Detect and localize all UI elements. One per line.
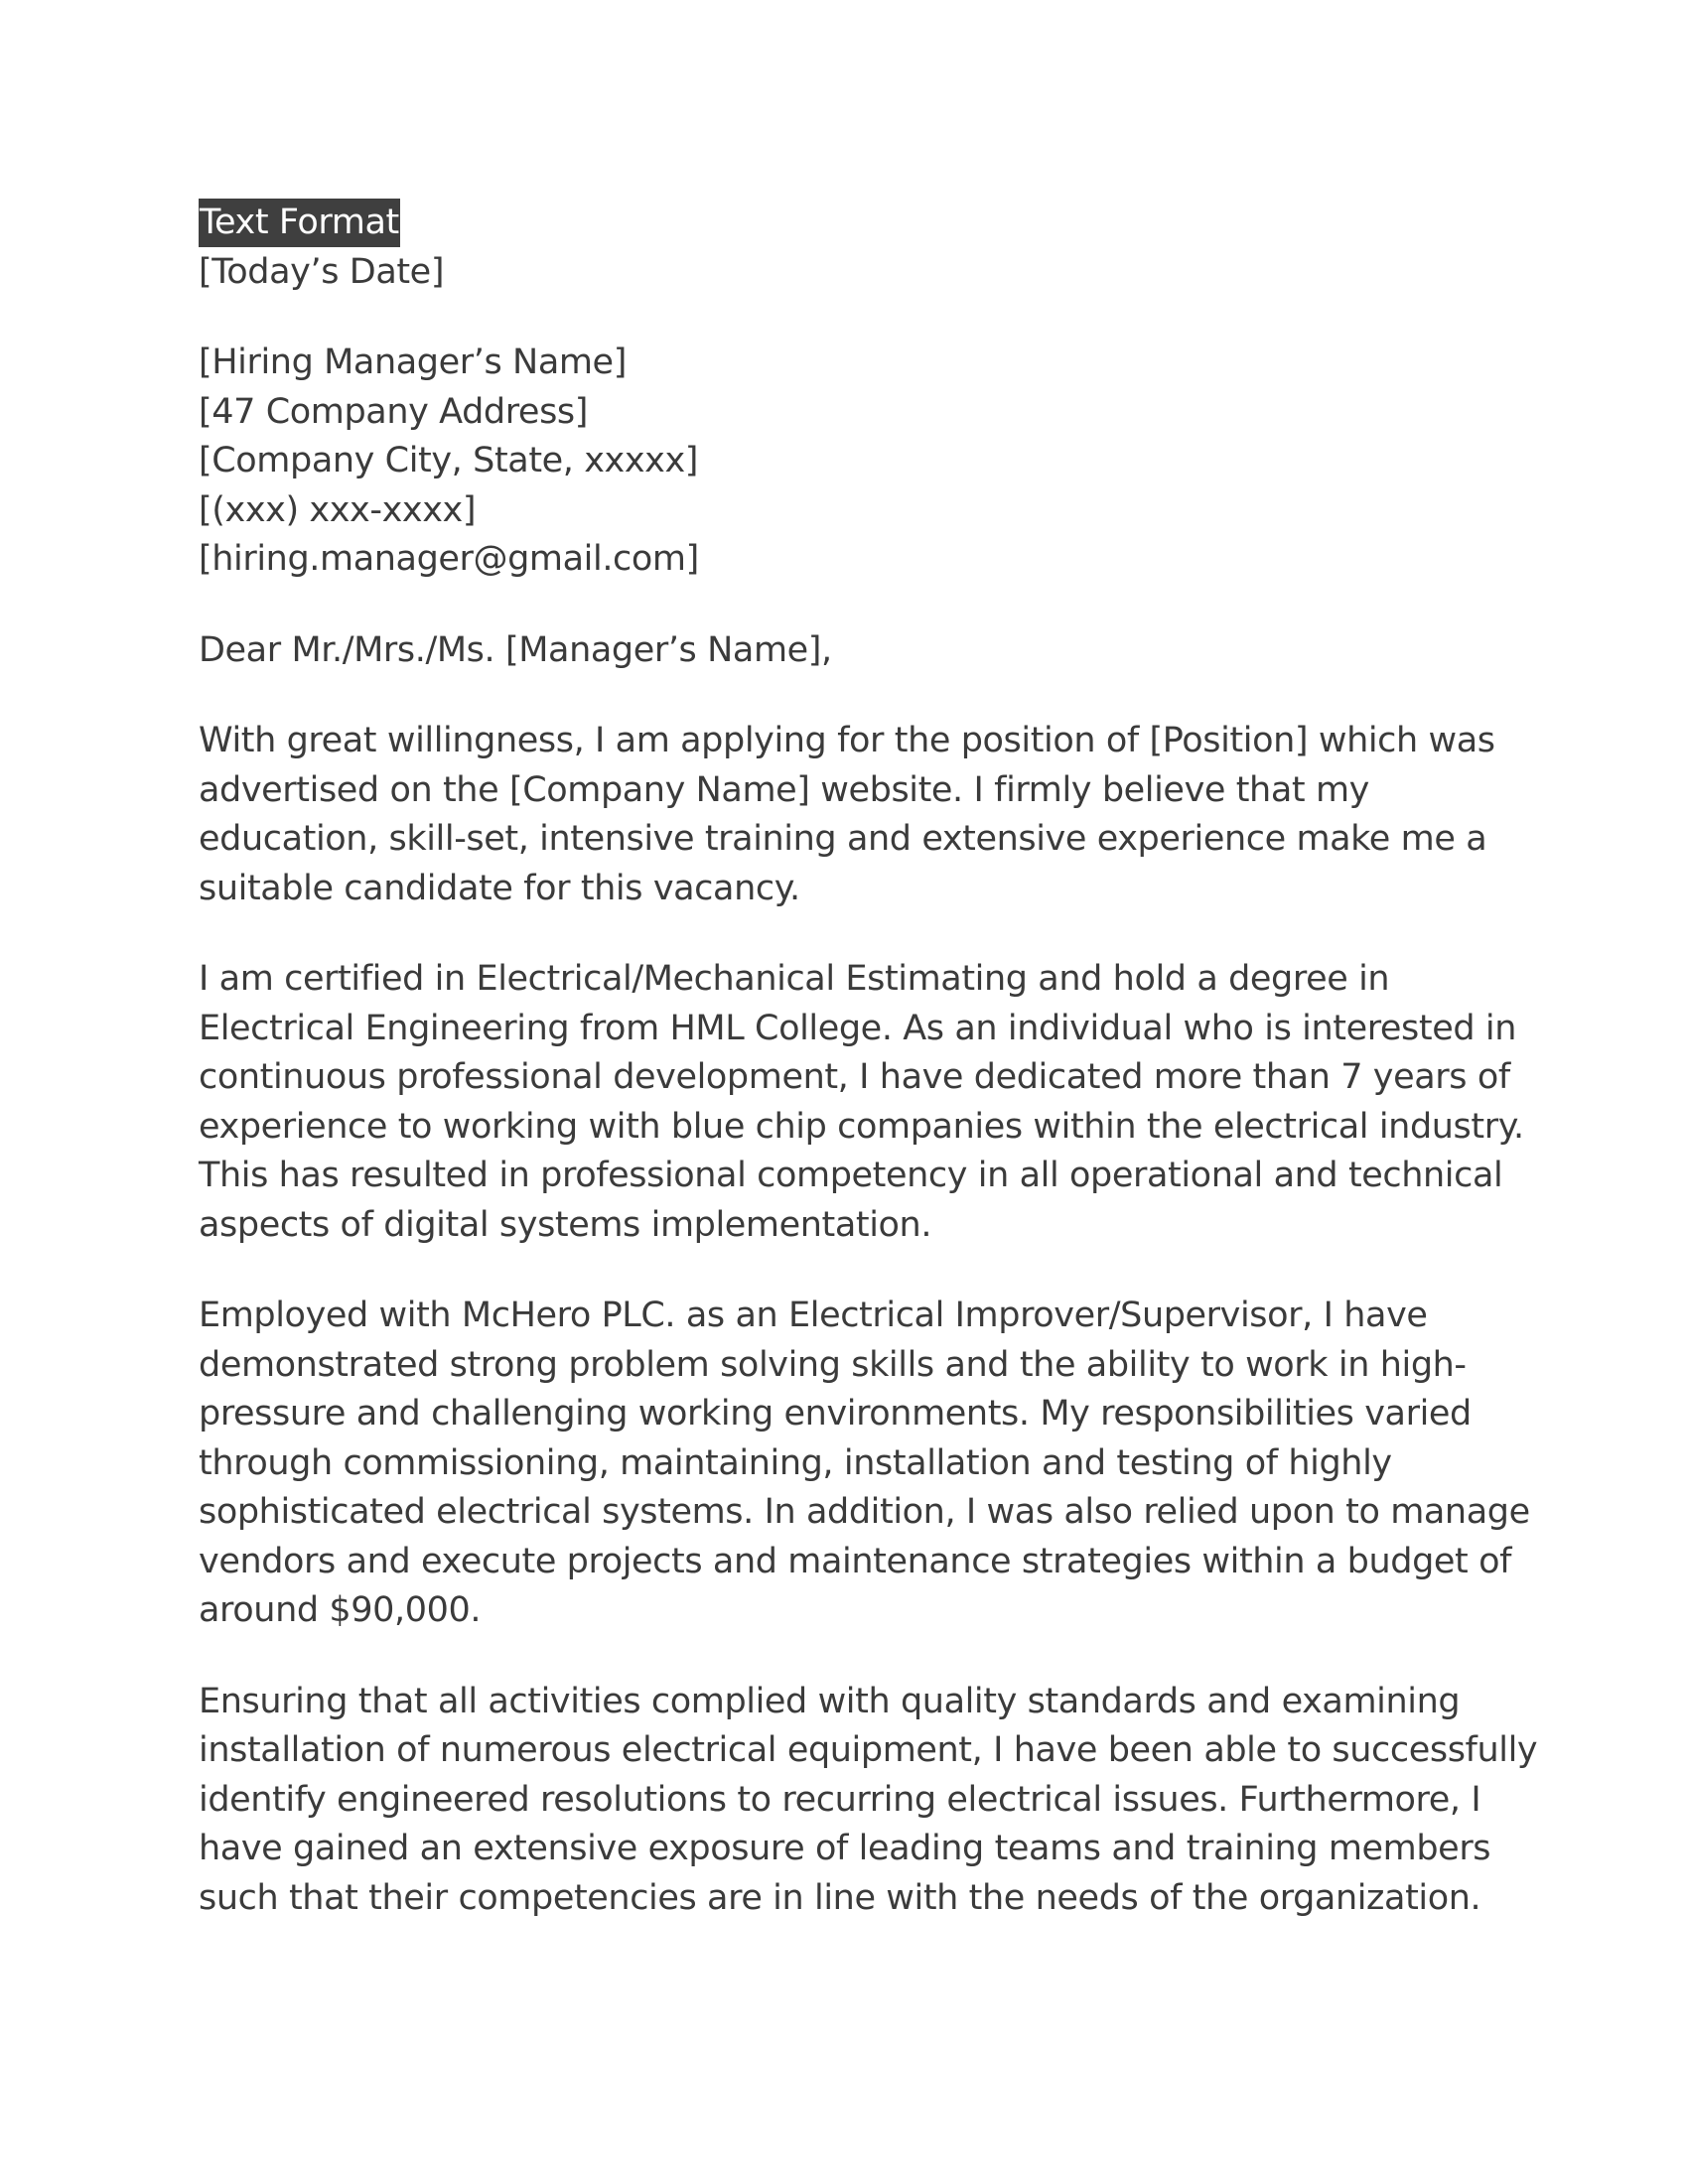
paragraph-line: through commissioning, maintaining, installation and testing of highly <box>199 1442 1392 1483</box>
paragraph-line: education, skill-set, intensive training and extensive experience make me a <box>199 819 1487 859</box>
spacer <box>199 913 1489 955</box>
paragraph-line: vendors and execute projects and maintenance strategies within a budget of <box>199 1541 1512 1581</box>
spacer <box>199 1250 1489 1292</box>
paragraph-line: aspects of digital systems implementation. <box>199 1204 932 1245</box>
format-label: Text Format <box>199 199 400 247</box>
recipient-address: [47 Company Address] <box>199 391 588 432</box>
paragraph-line: continuous professional development, I have dedicated more than 7 years of <box>199 1057 1510 1097</box>
paragraph-line: demonstrated strong problem solving skills and the ability to work in high- <box>199 1344 1467 1385</box>
paragraph-3 <box>199 1292 1530 1636</box>
recipient-phone: [(xxx) xxx-xxxx] <box>199 489 477 530</box>
paragraph-line: Electrical Engineering from HML College. As an individual who is interested in <box>199 1008 1516 1048</box>
recipient-block <box>199 339 1489 585</box>
paragraph-4 <box>199 1678 1538 1924</box>
paragraph-line: advertised on the [Company Name] website. I firmly believe that my <box>199 769 1369 810</box>
paragraph-line: I am certified in Electrical/Mechanical Estimating and hold a degree in <box>199 959 1390 999</box>
paragraph-2 <box>199 955 1524 1250</box>
salutation: Dear Mr./Mrs./Ms. [Manager’s Name], <box>199 629 832 670</box>
spacer <box>199 1636 1489 1678</box>
paragraph-line: such that their competencies are in line with the needs of the organization. <box>199 1877 1481 1918</box>
paragraph-line: suitable candidate for this vacancy. <box>199 868 800 908</box>
paragraph-line: With great willingness, I am applying for the position of [Position] which was <box>199 721 1495 760</box>
spacer <box>199 585 1489 626</box>
spacer <box>199 297 1489 339</box>
date-line: [Today’s Date] <box>199 251 445 292</box>
paragraph-line: pressure and challenging working environments. My responsibilities varied <box>199 1394 1472 1433</box>
paragraph-line: have gained an extensive exposure of leading teams and training members <box>199 1829 1491 1868</box>
paragraph-line: experience to working with blue chip companies within the electrical industry. <box>199 1106 1524 1147</box>
recipient-name: [Hiring Manager’s Name] <box>199 342 627 382</box>
cover-letter-page <box>199 199 1538 1923</box>
paragraph-line: This has resulted in professional competency in all operational and technical <box>199 1156 1503 1195</box>
paragraph-line: Employed with McHero PLC. as an Electrical Improver/Supervisor, I have <box>199 1296 1428 1335</box>
spacer <box>199 675 1489 717</box>
recipient-city: [Company City, State, xxxxx] <box>199 441 699 480</box>
paragraph-line: identify engineered resolutions to recurring electrical issues. Furthermore, I <box>199 1779 1481 1820</box>
paragraph-1 <box>199 717 1495 913</box>
paragraph-line: around $90,000. <box>199 1590 482 1630</box>
recipient-email: [hiring.manager@gmail.com] <box>199 539 699 579</box>
paragraph-line: sophisticated electrical systems. In addition, I was also relied upon to manage <box>199 1492 1530 1532</box>
paragraph-line: installation of numerous electrical equipment, I have been able to successfully <box>199 1730 1538 1770</box>
paragraph-line: Ensuring that all activities complied with quality standards and examining <box>199 1681 1461 1721</box>
